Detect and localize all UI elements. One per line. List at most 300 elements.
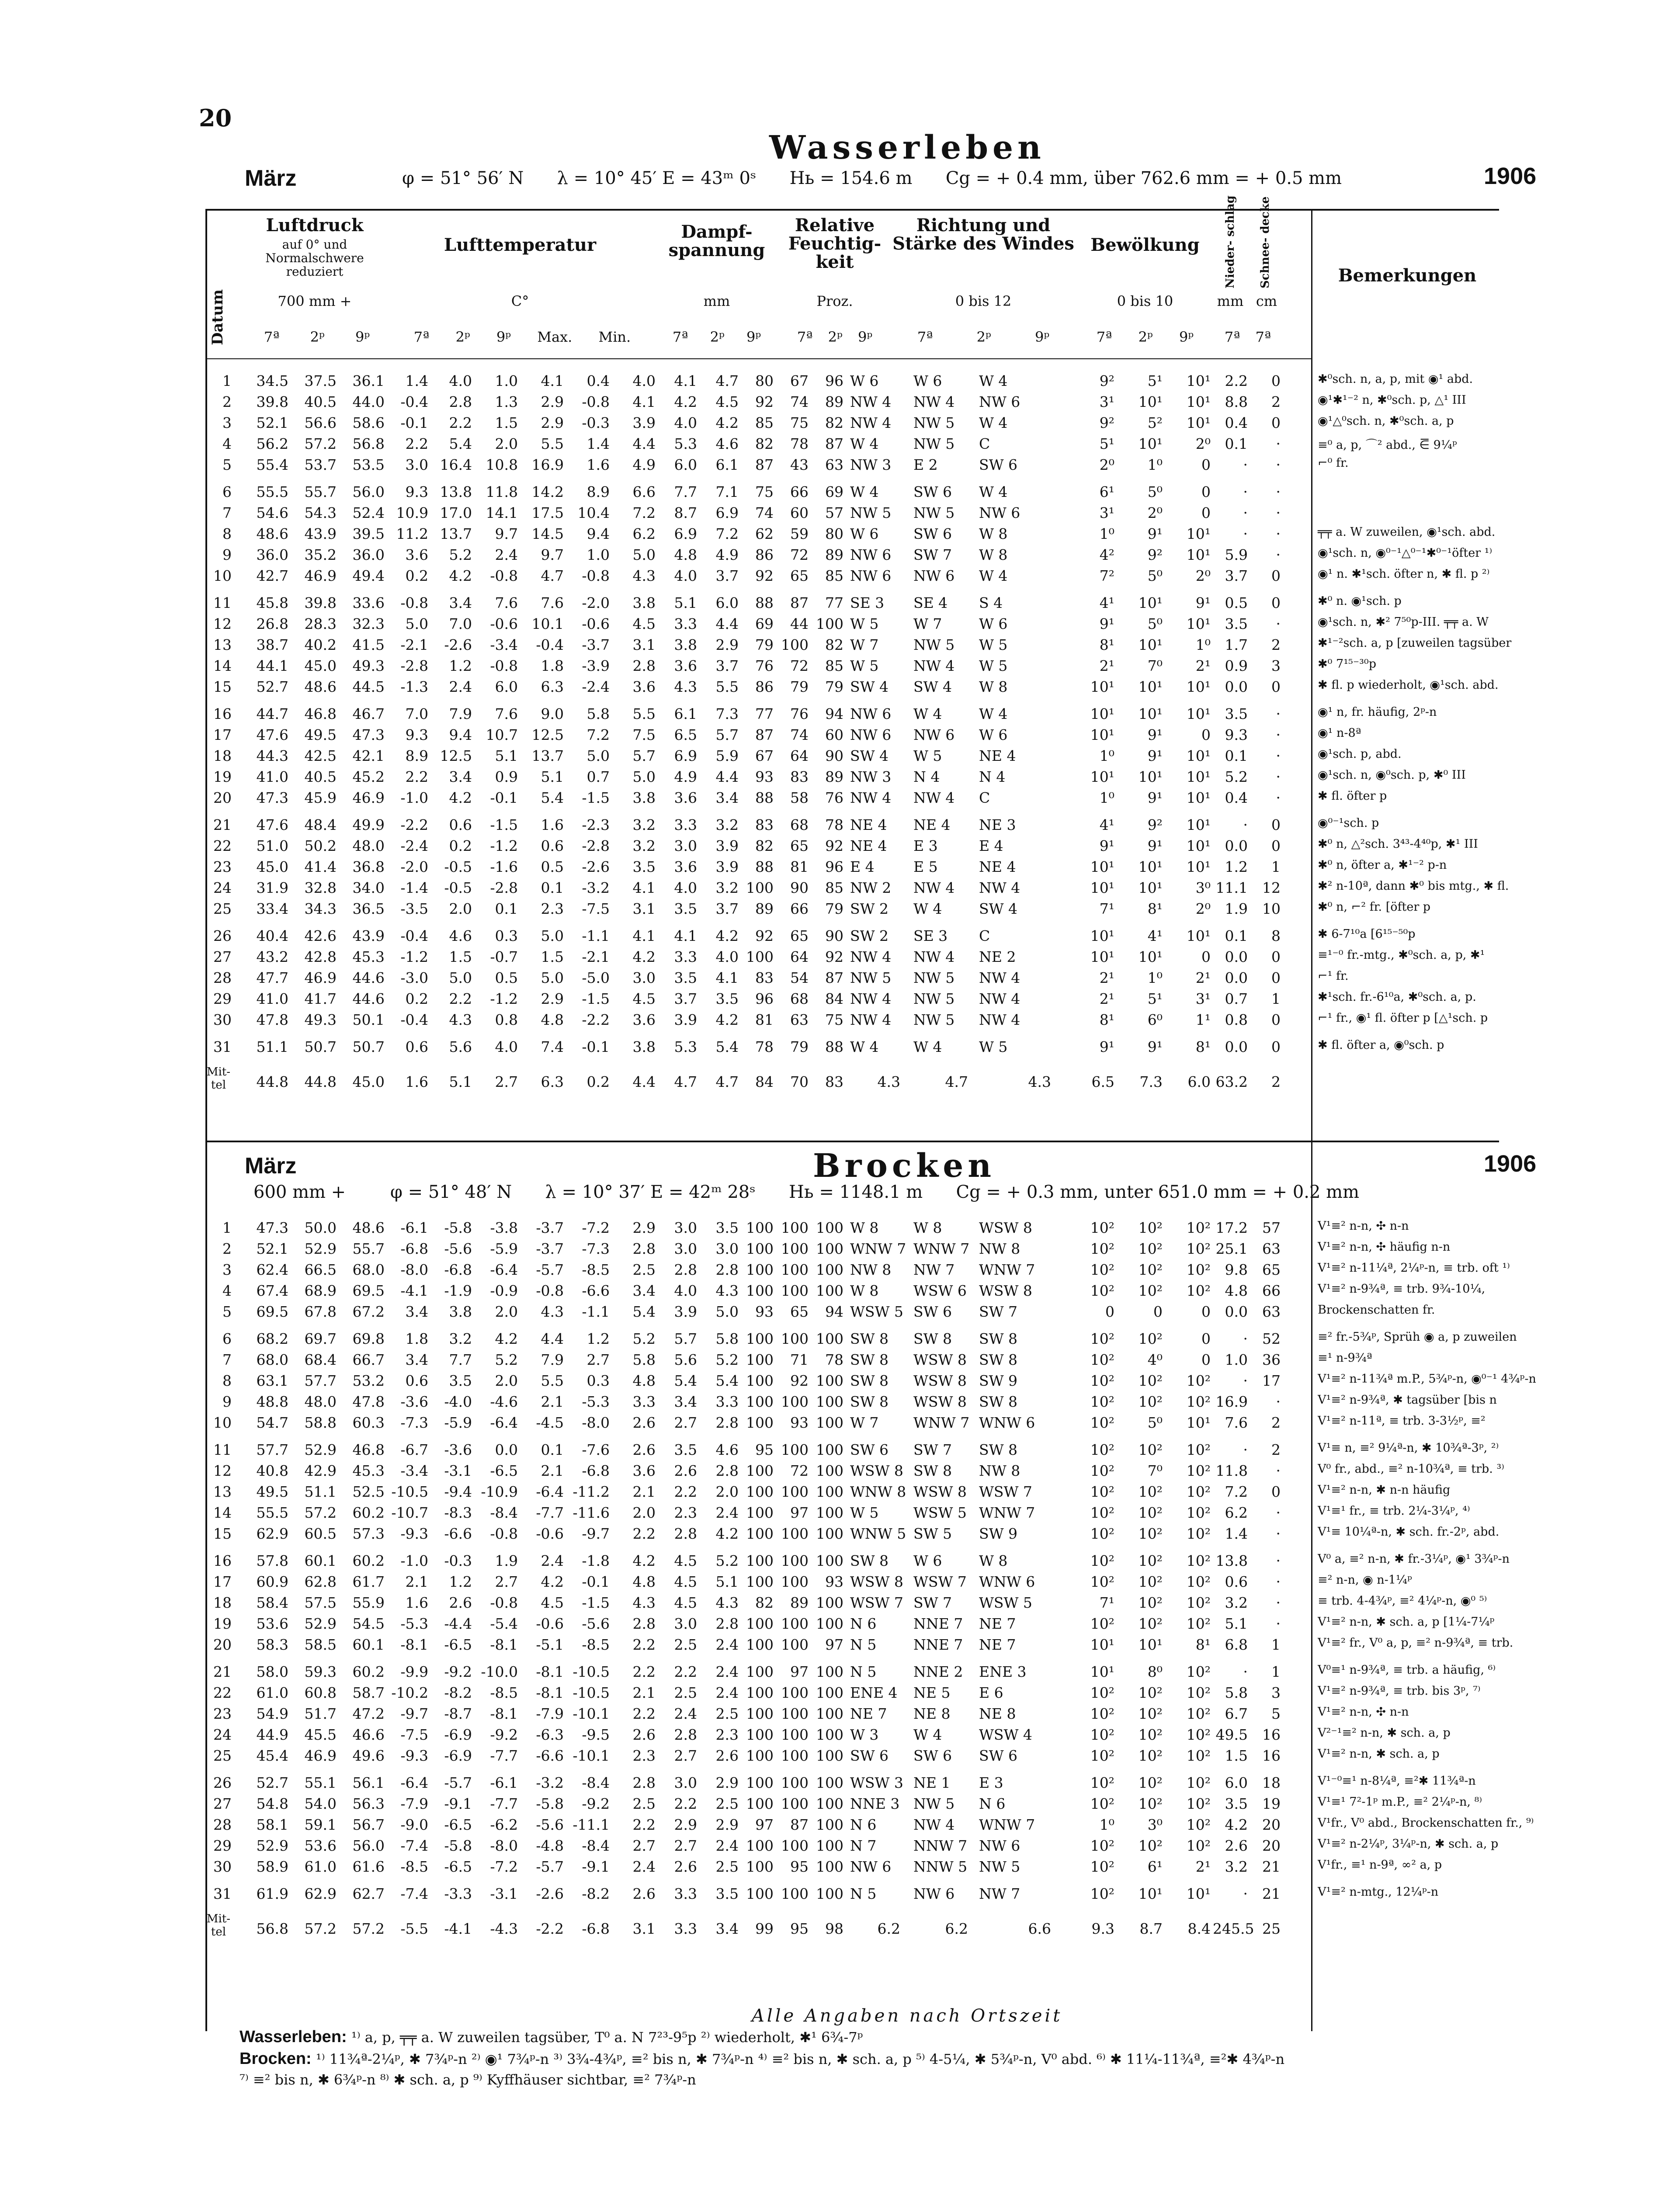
wasserleben-cell: W 8 [979, 546, 1008, 563]
brocken-cell: 10² [1186, 1573, 1211, 1590]
brocken-cell: 95 [790, 1858, 809, 1875]
wasserleben-cell: SE 3 [850, 594, 885, 611]
brocken-cell: 30 [213, 1858, 232, 1875]
brocken-cell: 100 [746, 1726, 774, 1743]
wasserleben-cell: 9² [1147, 816, 1163, 833]
wasserleben-cell: 51.0 [256, 837, 288, 854]
wasserleben-cell: 0 [1201, 456, 1211, 473]
wasserleben-cell: 4.0 [449, 372, 472, 389]
brocken-cell: 57.3 [352, 1525, 385, 1542]
wasserleben-cell: 5.1 [495, 747, 518, 764]
wasserleben-cell: 40.4 [256, 927, 288, 944]
brocken-cell: 5.7 [674, 1330, 697, 1347]
brocken-cell: 60.2 [352, 1552, 385, 1569]
wasserleben-cell: 4.0 [632, 372, 656, 389]
wasserleben-cell: 4.1 [632, 393, 656, 410]
col-header-feucht: Relative Feuchtig- keit [788, 215, 882, 272]
brocken-cell: 10² [1186, 1372, 1211, 1389]
brocken-cell: WSW 7 [850, 1594, 903, 1611]
wasserleben-cell: 4 [222, 435, 232, 452]
brocken-remark: V¹≡² n-11¾ª m.P., 5¾ᵖ-n, ◉⁰⁻¹ 4¾ᵖ-n [1318, 1372, 1536, 1386]
wasserleben-cell: 0.1 [1225, 927, 1248, 944]
wasserleben-cell: 62 [755, 525, 774, 542]
brocken-cell: 0 [1153, 1303, 1163, 1320]
wasserleben-cell: 2.9 [541, 414, 564, 431]
brocken-cell: SW 8 [850, 1351, 889, 1368]
brocken-cell: WSW 3 [850, 1774, 903, 1791]
wasserleben-cell: -0.4 [536, 636, 564, 653]
wasserleben-cell: 8 [222, 525, 232, 542]
brocken-cell: 0.6 [405, 1372, 428, 1389]
brocken-cell: SW 8 [979, 1330, 1018, 1347]
brocken-cell: 95 [755, 1441, 774, 1458]
wasserleben-cell: 2.4 [495, 546, 518, 563]
brocken-cell: 0.3 [587, 1372, 610, 1389]
wasserleben-cell: 33.4 [256, 900, 288, 917]
brocken-cell: 7 [222, 1351, 232, 1368]
brocken-cell: -9.3 [400, 1525, 428, 1542]
brocken-cell: 26 [213, 1774, 232, 1791]
wasserleben-cell: 78 [755, 1038, 774, 1055]
brocken-cell: 11 [213, 1441, 232, 1458]
brocken-cell: 2.8 [632, 1615, 656, 1632]
brocken-cell: 100 [781, 1774, 809, 1791]
brocken-cell: 93 [755, 1303, 774, 1320]
wasserleben-cell: 60 [790, 504, 809, 521]
wasserleben-cell: 76 [825, 789, 843, 806]
brocken-cell: -6.5 [490, 1462, 518, 1479]
brocken-cell: 2.4 [632, 1858, 656, 1875]
wasserleben-cell: 44.1 [256, 657, 288, 674]
brocken-cell: 69.5 [352, 1282, 385, 1299]
brocken-cell: 2.8 [674, 1726, 697, 1743]
brocken-cell: NW 7 [913, 1261, 955, 1278]
wasserleben-cell: 3¹ [1099, 504, 1114, 521]
brocken-mean-cell: 99 [755, 1920, 774, 1937]
brocken-cell: 0 [1201, 1330, 1211, 1347]
wasserleben-cell: 10¹ [1186, 372, 1211, 389]
wasserleben-cell: 4.2 [449, 789, 472, 806]
brocken-mean-cell: 9.3 [1091, 1920, 1114, 1937]
brocken-cell: 4.3 [632, 1594, 656, 1611]
wasserleben-cell: 7.2 [715, 525, 739, 542]
brocken-cell: SW 8 [913, 1462, 952, 1479]
brocken-cell: 10² [1090, 1483, 1114, 1500]
brocken-cell: -8.7 [444, 1705, 472, 1722]
brocken-cell: N 6 [850, 1615, 877, 1632]
brocken-cell: 100 [746, 1747, 774, 1764]
brocken-cell: 56.1 [352, 1774, 385, 1791]
brocken-mean-cell: 3.4 [715, 1920, 739, 1937]
brocken-cell: 68.0 [256, 1351, 288, 1368]
brocken-cell: -1.8 [582, 1552, 610, 1569]
brocken-cell: NW 4 [913, 1816, 955, 1833]
brocken-cell: 66.7 [352, 1351, 385, 1368]
wasserleben-cell: 10¹ [1090, 927, 1114, 944]
brocken-cell: 10¹ [1090, 1636, 1114, 1653]
wasserleben-cell: 0.0 [1225, 948, 1248, 965]
brocken-cell: 100 [781, 1525, 809, 1542]
wasserleben-cell: 5.2 [449, 546, 472, 563]
brocken-cell: SW 8 [913, 1330, 952, 1347]
brocken-cell: -5.6 [444, 1240, 472, 1257]
wasserleben-cell: 9¹ [1099, 1038, 1114, 1055]
brocken-cell: 10² [1138, 1684, 1163, 1701]
wasserleben-cell: SW 4 [913, 678, 952, 695]
wasserleben-cell: 88 [755, 858, 774, 875]
brocken-cell: 10² [1090, 1615, 1114, 1632]
wasserleben-cell: 79 [825, 900, 843, 917]
wasserleben-cell: 90 [825, 927, 843, 944]
wasserleben-mean-cell: 6.0 [1187, 1073, 1211, 1090]
wasserleben-cell: 10¹ [1090, 858, 1114, 875]
wasserleben-cell: 0 [1271, 594, 1281, 611]
brocken-cell: WSW 8 [913, 1393, 967, 1410]
wasserleben-cell: 2 [1271, 636, 1281, 653]
wasserleben-cell: 3.8 [674, 636, 697, 653]
wasserleben-cell: 78 [825, 816, 843, 833]
wasserleben-cell: 27 [213, 948, 232, 965]
wasserleben-remark: ⌐⁰ fr. [1318, 456, 1349, 470]
wasserleben-cell: 2.9 [541, 393, 564, 410]
wasserleben-cell: 3.7 [715, 657, 739, 674]
brocken-cell: 7.7 [449, 1351, 472, 1368]
wasserleben-cell: 92 [755, 393, 774, 410]
wasserleben-cell: 48.4 [304, 816, 337, 833]
wasserleben-cell: 36.5 [352, 900, 385, 917]
brocken-cell: 20 [1262, 1816, 1281, 1833]
brocken-cell: 7.2 [1225, 1483, 1248, 1500]
wasserleben-cell: 67 [755, 747, 774, 764]
wasserleben-mean-cell: 4.7 [945, 1073, 968, 1090]
brocken-cell: 2.1 [632, 1684, 656, 1701]
brocken-cell: 100 [781, 1393, 809, 1410]
wasserleben-cell: 2⁰ [1099, 456, 1114, 473]
wasserleben-cell: 1 [1271, 990, 1281, 1007]
wasserleben-cell: NW 5 [913, 414, 955, 431]
brocken-remark: V¹fr., ≡¹ n-9ª, ∞² a, p [1318, 1858, 1442, 1872]
unit-bewoelk: 0 bis 10 [1117, 293, 1173, 309]
brocken-cell: 100 [781, 1552, 809, 1569]
brocken-cell: -10.5 [391, 1483, 428, 1500]
wasserleben-cell: 7.1 [715, 483, 739, 500]
brocken-cell: 4.0 [674, 1282, 697, 1299]
brocken-cell: · [1276, 1594, 1281, 1611]
brocken-cell: -7.5 [400, 1726, 428, 1743]
brocken-cell: NE 7 [979, 1615, 1016, 1632]
brocken-cell: 2.1 [541, 1393, 564, 1410]
brocken-cell: -5.3 [582, 1393, 610, 1410]
brocken-cell: 1 [1271, 1636, 1281, 1653]
brocken-cell: 10² [1090, 1774, 1114, 1791]
wasserleben-cell: 10¹ [1138, 705, 1163, 722]
wasserleben-cell: 1.5 [449, 948, 472, 965]
brocken-cell: WSW 7 [913, 1573, 967, 1590]
wasserleben-cell: 8.8 [1225, 393, 1248, 410]
wasserleben-cell: -2.6 [582, 858, 610, 875]
wasserleben-cell: 22 [213, 837, 232, 854]
brocken-cell: 100 [816, 1504, 843, 1521]
wasserleben-cell: 4¹ [1147, 927, 1163, 944]
month-label-wasserleben: März [245, 166, 297, 191]
wasserleben-cell: NW 2 [850, 879, 892, 896]
wasserleben-cell: 49.9 [352, 816, 385, 833]
brocken-remark: V¹≡² n-9¾ª, ≡ trb. bis 3ᵖ, ⁷⁾ [1318, 1684, 1481, 1698]
brocken-cell: 10² [1138, 1552, 1163, 1569]
wasserleben-cell: 67 [790, 372, 809, 389]
wasserleben-cell: 74 [790, 393, 809, 410]
brocken-cell: -6.3 [536, 1726, 564, 1743]
brocken-cell: 5.8 [1225, 1684, 1248, 1701]
wasserleben-cell: -0.8 [400, 594, 428, 611]
wasserleben-cell: 6¹ [1099, 483, 1114, 500]
brocken-cell: 100 [816, 1726, 843, 1743]
brocken-cell: 100 [816, 1684, 843, 1701]
brocken-cell: -3.6 [400, 1393, 428, 1410]
wasserleben-cell: 3.5 [1225, 615, 1248, 632]
brocken-cell: 4⁰ [1147, 1351, 1163, 1368]
wasserleben-cell: SW 4 [979, 900, 1018, 917]
wasserleben-cell: 3.4 [449, 768, 472, 785]
wasserleben-cell: 10¹ [1138, 879, 1163, 896]
wasserleben-cell: 10¹ [1090, 768, 1114, 785]
wasserleben-cell: 81 [790, 858, 809, 875]
col-header-dampf: Dampf- spannung [668, 222, 765, 260]
wasserleben-cell: 10¹ [1186, 705, 1211, 722]
wasserleben-cell: -0.4 [400, 393, 428, 410]
wasserleben-cell: 0 [1271, 414, 1281, 431]
wasserleben-mean-cell: 44.8 [256, 1073, 288, 1090]
wasserleben-remark: ✱² n-10ª, dann ✱⁰ bis mtg., ✱ fl. [1318, 879, 1509, 893]
brocken-cell: 4.3 [715, 1282, 739, 1299]
wasserleben-cell: 49.3 [352, 657, 385, 674]
brocken-cell: 4.8 [1225, 1282, 1248, 1299]
brocken-cell: 62.4 [256, 1261, 288, 1278]
brocken-cell: 15 [213, 1525, 232, 1542]
wasserleben-cell: 92 [755, 567, 774, 584]
wasserleben-cell: 0.5 [541, 858, 564, 875]
wasserleben-cell: 2.8 [632, 657, 656, 674]
wasserleben-cell: -0.6 [490, 615, 518, 632]
wasserleben-cell: -0.5 [444, 879, 472, 896]
brocken-cell: 3.5 [1225, 1795, 1248, 1812]
brocken-cell: 2.2 [674, 1663, 697, 1680]
brocken-cell: 10¹ [1186, 1885, 1211, 1902]
wasserleben-cell: 44.6 [352, 990, 385, 1007]
brocken-cell: 21 [1262, 1858, 1281, 1875]
wasserleben-cell: 0.7 [1225, 990, 1248, 1007]
brocken-cell: 49.5 [1215, 1726, 1248, 1743]
wasserleben-cell: 57.2 [304, 435, 337, 452]
brocken-cell: 3.4 [405, 1303, 428, 1320]
wasserleben-cell: 3.7 [674, 990, 697, 1007]
brocken-cell: -10.2 [391, 1684, 428, 1701]
wasserleben-cell: -0.5 [444, 858, 472, 875]
col-sub-luftdruck: auf 0° und Normalschwere reduziert [265, 237, 364, 279]
brocken-cell: 10² [1138, 1774, 1163, 1791]
wasserleben-cell: 9² [1147, 546, 1163, 563]
brocken-cell: -4.1 [400, 1282, 428, 1299]
brocken-cell: SW 8 [979, 1393, 1018, 1410]
brocken-cell: 2.1 [632, 1483, 656, 1500]
wasserleben-cell: 5.1 [674, 594, 697, 611]
wasserleben-remark: ✱ fl. öfter p [1318, 789, 1387, 803]
wasserleben-cell: 1⁰ [1099, 789, 1114, 806]
wasserleben-cell: 3 [222, 414, 232, 431]
brocken-cell: -10.9 [481, 1483, 518, 1500]
wasserleben-cell: -2.2 [582, 1011, 610, 1028]
wasserleben-cell: 8.7 [674, 504, 697, 521]
wasserleben-cell: 76 [755, 657, 774, 674]
brocken-mean-cell: 6.6 [1028, 1920, 1051, 1937]
brocken-cell: 53.6 [256, 1615, 288, 1632]
brocken-cell: 2.2 [674, 1795, 697, 1812]
time-sub-feucht: 7ª 2ᵖ 9ᵖ [797, 329, 873, 345]
brocken-cell: -5.4 [490, 1615, 518, 1632]
wasserleben-cell: 10¹ [1186, 816, 1211, 833]
wasserleben-cell: 58 [790, 789, 809, 806]
wasserleben-cell: 36.8 [352, 858, 385, 875]
brocken-cell: 100 [746, 1795, 774, 1812]
brocken-cell: · [1276, 1573, 1281, 1590]
brocken-cell: · [1276, 1462, 1281, 1479]
wasserleben-cell: 7.3 [715, 705, 739, 722]
wasserleben-cell: 82 [755, 435, 774, 452]
wasserleben-table [205, 372, 1512, 1115]
wasserleben-cell: SW 6 [979, 456, 1018, 473]
wasserleben-cell: -2.6 [444, 636, 472, 653]
wasserleben-cell: 1⁰ [1099, 747, 1114, 764]
brocken-cell: WNW 7 [979, 1504, 1035, 1521]
wasserleben-remark: ◉⁰⁻¹sch. p [1318, 816, 1379, 830]
brocken-cell: 10² [1090, 1261, 1114, 1278]
wasserleben-cell: W 4 [979, 414, 1008, 431]
brocken-cell: 16 [1262, 1747, 1281, 1764]
wasserleben-cell: 3.5 [1225, 705, 1248, 722]
brocken-cell: 4.6 [715, 1441, 739, 1458]
brocken-cell: 4.2 [715, 1525, 739, 1542]
wasserleben-cell: 83 [790, 768, 809, 785]
wasserleben-cell: 3.9 [632, 414, 656, 431]
wasserleben-cell: 4.9 [632, 456, 656, 473]
wasserleben-cell: 47.7 [256, 969, 288, 986]
brocken-cell: -0.6 [536, 1525, 564, 1542]
brocken-cell: 19 [1262, 1795, 1281, 1812]
wasserleben-cell: 41.0 [256, 990, 288, 1007]
brocken-cell: 3.0 [715, 1240, 739, 1257]
brocken-cell: SW 9 [979, 1372, 1018, 1389]
brocken-cell: -6.4 [536, 1483, 564, 1500]
brocken-cell: 10² [1090, 1351, 1114, 1368]
brocken-cell: 56.0 [352, 1837, 385, 1854]
wasserleben-cell: 16 [213, 705, 232, 722]
brocken-cell: 10² [1186, 1705, 1211, 1722]
brocken-cell: 10² [1186, 1795, 1211, 1812]
brocken-cell: 0 [1201, 1303, 1211, 1320]
wasserleben-cell: 10¹ [1090, 948, 1114, 965]
brocken-cell: 3.5 [674, 1441, 697, 1458]
wasserleben-cell: 90 [790, 879, 809, 896]
brocken-cell: 17 [1262, 1372, 1281, 1389]
brocken-cell: -3.2 [536, 1774, 564, 1791]
wasserleben-cell: NW 5 [850, 504, 892, 521]
brocken-cell: 57.7 [256, 1441, 288, 1458]
brocken-cell: 58.4 [256, 1594, 288, 1611]
brocken-remark: V¹≡ n, ≡² 9¼ª-n, ✱ 10¾ª-3ᵖ, ²⁾ [1318, 1441, 1499, 1455]
brocken-cell: 2.6 [449, 1594, 472, 1611]
wasserleben-cell: 4.6 [449, 927, 472, 944]
wasserleben-cell: 19 [213, 768, 232, 785]
wasserleben-cell: 81 [755, 1011, 774, 1028]
wasserleben-cell: 5.5 [541, 435, 564, 452]
brocken-cell: -5.3 [400, 1615, 428, 1632]
wasserleben-cell: 93 [755, 768, 774, 785]
brocken-cell: NE 7 [979, 1636, 1016, 1653]
brocken-cell: 10² [1138, 1393, 1163, 1410]
wasserleben-cell: 1.8 [541, 657, 564, 674]
brocken-cell: 60.8 [304, 1684, 337, 1701]
brocken-cell: ENE 4 [850, 1684, 898, 1701]
wasserleben-cell: 65 [790, 567, 809, 584]
brocken-mean-cell: 98 [825, 1920, 843, 1937]
brocken-cell: -10.0 [481, 1663, 518, 1680]
brocken-cell: 55.9 [352, 1594, 385, 1611]
brocken-cell: -8.1 [536, 1663, 564, 1680]
wasserleben-cell: NW 4 [979, 1011, 1020, 1028]
section-divider-rule [205, 1141, 1499, 1142]
wasserleben-cell: NW 5 [913, 636, 955, 653]
brocken-cell: 10² [1186, 1462, 1211, 1479]
brocken-cell: SW 7 [913, 1594, 952, 1611]
brocken-cell: 10² [1090, 1393, 1114, 1410]
wasserleben-cell: 2.0 [449, 900, 472, 917]
brocken-cell: NNW 7 [913, 1837, 968, 1854]
brocken-cell: 100 [746, 1573, 774, 1590]
brocken-cell: W 8 [850, 1219, 879, 1236]
brocken-cell: 4.2 [1225, 1816, 1248, 1833]
brocken-cell: -4.6 [490, 1393, 518, 1410]
wasserleben-cell: 0.1 [541, 879, 564, 896]
brocken-cell: SW 6 [850, 1747, 889, 1764]
wasserleben-cell: 63 [825, 456, 843, 473]
brocken-cell: NW 8 [850, 1261, 892, 1278]
brocken-cell: 2.6 [674, 1858, 697, 1875]
wasserleben-cell: 23 [213, 858, 232, 875]
brocken-cell: 54.8 [256, 1795, 288, 1812]
wasserleben-cell: 3.0 [674, 837, 697, 854]
brocken-cell: 10² [1186, 1504, 1211, 1521]
brocken-cell: 100 [816, 1795, 843, 1812]
wasserleben-cell: 59 [790, 525, 809, 542]
brocken-cell: 68.9 [304, 1282, 337, 1299]
brocken-cell: 100 [746, 1462, 774, 1479]
brocken-cell: -4.5 [536, 1414, 564, 1431]
brocken-cell: WNW 7 [913, 1414, 970, 1431]
brocken-cell: 57.5 [304, 1594, 337, 1611]
wasserleben-cell: 39.8 [256, 393, 288, 410]
brocken-cell: 56.7 [352, 1816, 385, 1833]
brocken-cell: -6.6 [582, 1282, 610, 1299]
brocken-cell: -2.6 [536, 1885, 564, 1902]
brocken-cell: 54.0 [304, 1795, 337, 1812]
brocken-cell: 3.0 [674, 1219, 697, 1236]
brocken-cell: -10.1 [573, 1705, 610, 1722]
brocken-cell: -8.2 [444, 1684, 472, 1701]
wasserleben-cell: 5.2 [1225, 768, 1248, 785]
wasserleben-cell: -1.4 [400, 879, 428, 896]
wasserleben-remark: ✱¹sch. fr.-6¹⁰a, ✱⁰sch. a, p. [1318, 990, 1476, 1004]
wasserleben-cell: 3.1 [632, 636, 656, 653]
